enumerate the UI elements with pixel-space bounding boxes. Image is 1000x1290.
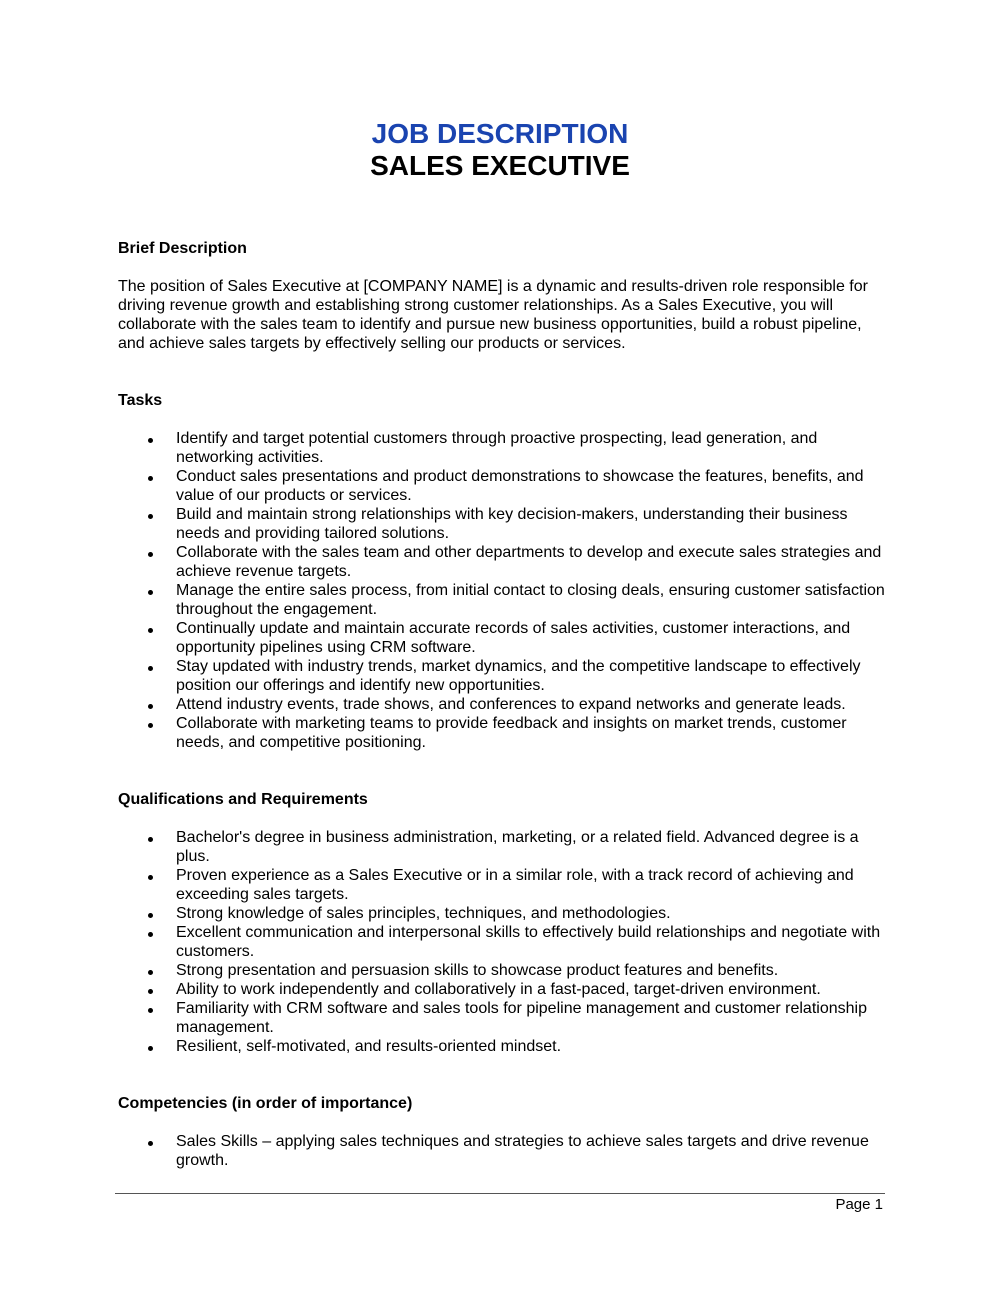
- competencies-list: [118, 1132, 888, 1170]
- list-item: Collaborate with marketing teams to provide feedback and insights on market trends, customer needs, and competitive positioning.: [118, 714, 888, 752]
- list-item: Sales Skills – applying sales techniques and strategies to achieve sales targets and drive revenue growth.: [118, 1132, 888, 1170]
- list-item: Strong presentation and persuasion skills to showcase product features and benefits.: [118, 961, 888, 980]
- competencies-heading: Competencies (in order of importance): [118, 1095, 413, 1112]
- list-item: Continually update and maintain accurate records of sales activities, customer interactions, and opportunity pipelines using CRM software.: [118, 619, 888, 657]
- brief-heading: Brief Description: [118, 240, 247, 257]
- list-item: Excellent communication and interpersonal skills to effectively build relationships and negotiate with customers.: [118, 923, 888, 961]
- list-item: Resilient, self-motivated, and results-oriented mindset.: [118, 1037, 888, 1056]
- document-title: JOB DESCRIPTION: [371, 118, 629, 149]
- list-item: Strong knowledge of sales principles, techniques, and methodologies.: [118, 904, 888, 923]
- list-item: Manage the entire sales process, from initial contact to closing deals, ensuring customer satisfaction throughout the engagement.: [118, 581, 888, 619]
- brief-section: [118, 239, 888, 353]
- qualifications-heading: Qualifications and Requirements: [118, 791, 368, 808]
- list-item: Collaborate with the sales team and other departments to develop and execute sales strategies and achieve revenue targets.: [118, 543, 888, 581]
- qualifications-section: [118, 790, 888, 1056]
- page-number: Page 1: [835, 1196, 883, 1213]
- job-title: SALES EXECUTIVE: [370, 150, 630, 181]
- list-item: Attend industry events, trade shows, and conferences to expand networks and generate leads.: [118, 695, 888, 714]
- footer-divider: [115, 1193, 885, 1194]
- list-item: Proven experience as a Sales Executive or in a similar role, with a track record of achieving and exceeding sales targets.: [118, 866, 888, 904]
- brief-text: The position of Sales Executive at [COMPANY NAME] is a dynamic and results-driven role responsible for driving revenue growth and establishing strong customer relationships. As a Sales Executive, you will collaborate with the sales team to identify and pursue new business opportunities, build a robust pipeline, and achieve sales targets by effectively selling our products or services.: [118, 278, 868, 352]
- list-item: Familiarity with CRM software and sales tools for pipeline management and customer relationship management.: [118, 999, 888, 1037]
- tasks-list: [118, 429, 888, 752]
- tasks-section: [118, 391, 888, 752]
- list-item: Bachelor's degree in business administration, marketing, or a related field. Advanced degree is a plus.: [118, 828, 888, 866]
- list-item: Conduct sales presentations and product demonstrations to showcase the features, benefits, and value of our products or services.: [118, 467, 888, 505]
- list-item: Ability to work independently and collaboratively in a fast-paced, target-driven environment.: [118, 980, 888, 999]
- list-item: Identify and target potential customers through proactive prospecting, lead generation, and networking activities.: [118, 429, 888, 467]
- tasks-heading: Tasks: [118, 392, 163, 409]
- list-item: Stay updated with industry trends, market dynamics, and the competitive landscape to effectively position our offerings and identify new opportunities.: [118, 657, 888, 695]
- qualifications-list: [118, 828, 888, 1056]
- competencies-section: [118, 1094, 888, 1170]
- list-item: Build and maintain strong relationships with key decision-makers, understanding their business needs and providing tailored solutions.: [118, 505, 888, 543]
